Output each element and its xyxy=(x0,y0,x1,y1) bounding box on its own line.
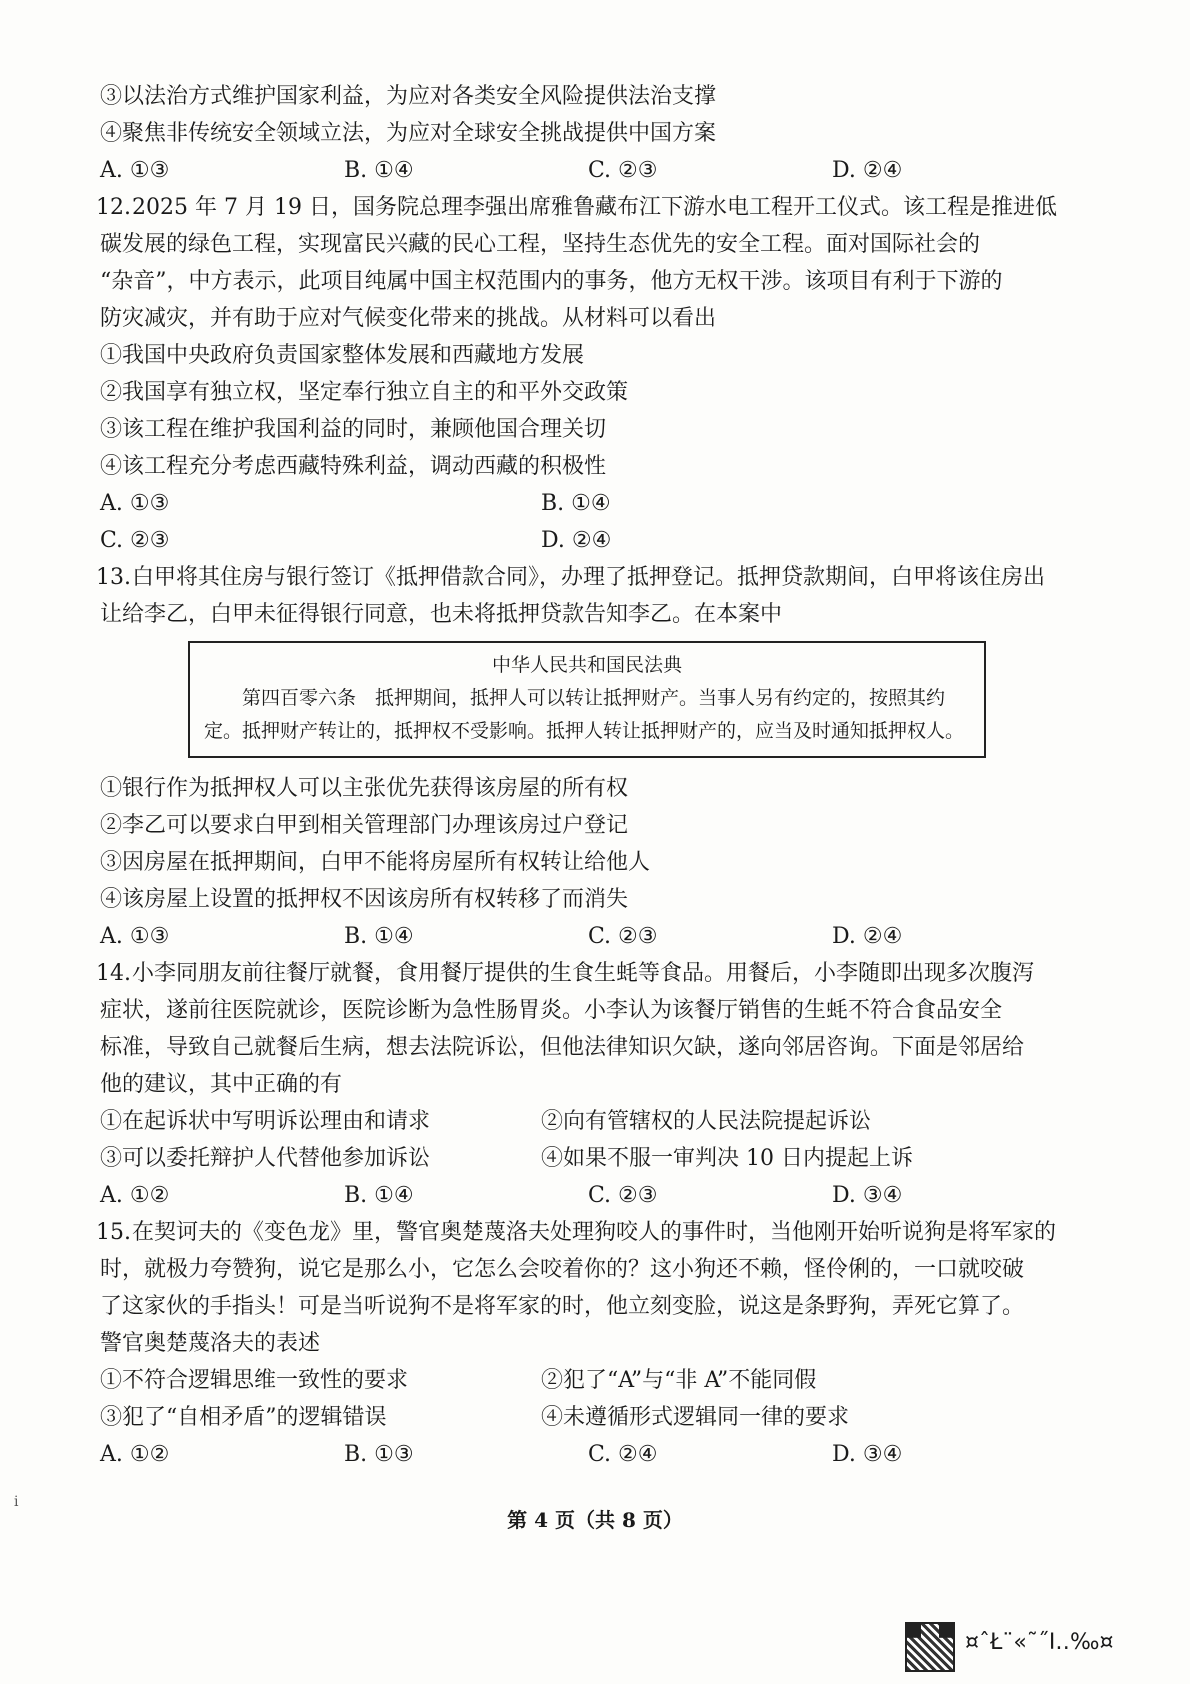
q12-option-a[interactable]: A. ①③ xyxy=(100,491,170,516)
q14-options xyxy=(96,1177,1086,1214)
q12-option-b[interactable]: B. ①④ xyxy=(541,491,611,516)
question-13 xyxy=(96,559,1086,955)
q12-item-1: ①我国中央政府负责国家整体发展和西藏地方发展 xyxy=(100,343,585,368)
q15-stem-line-1: 在契诃夫的《变色龙》里，警官奥楚蔑洛夫处理狗咬人的事件时，当他刚开始听说狗是将军家的 xyxy=(132,1220,1057,1245)
q14-option-d[interactable]: D. ③④ xyxy=(832,1183,903,1208)
q13-stem-line-1: 白甲将其住房与银行签订《抵押借款合同》，办理了抵押登记。抵押贷款期间，白甲将该住房出 xyxy=(132,565,1046,590)
q13-stem-line-2: 让给李乙，白甲未征得银行同意，也未将抵押贷款告知李乙。在本案中 xyxy=(100,602,783,627)
q15-option-c[interactable]: C. ②④ xyxy=(588,1442,658,1467)
q15-stem-line-3: 了这家伙的手指头！可是当听说狗不是将军家的时，他立刻变脸，说这是条野狗，弄死它算了。 xyxy=(100,1294,1025,1319)
q12-item-4: ④该工程充分考虑西藏特殊利益，调动西藏的积极性 xyxy=(100,454,607,479)
q13-option-d[interactable]: D. ②④ xyxy=(832,924,903,949)
q12-options-row-1 xyxy=(96,485,1086,522)
q12-item-3: ③该工程在维护我国利益的同时，兼顾他国合理关切 xyxy=(100,417,607,442)
q13-option-b[interactable]: B. ①④ xyxy=(344,924,414,949)
q14-stem-line-4: 他的建议，其中正确的有 xyxy=(100,1072,343,1097)
q13-item-2: ②李乙可以要求白甲到相关管理部门办理该房过户登记 xyxy=(100,813,629,838)
watermark-text: ¤ˆŁ¨«˜˝Ι‥‰¤ xyxy=(965,1630,1114,1655)
q11-tail xyxy=(96,78,1086,189)
q11-options xyxy=(96,152,1086,189)
q14-option-c[interactable]: C. ②③ xyxy=(588,1183,658,1208)
q11-option-b[interactable]: B. ①④ xyxy=(344,158,414,183)
q14-items-row-2 xyxy=(96,1140,1086,1177)
q15-stem-line-2: 时，就极力夸赞狗，说它是那么小，它怎么会咬着你的？这小狗还不赖，怪伶俐的，一口就咬破 xyxy=(100,1257,1025,1282)
q14-option-b[interactable]: B. ①④ xyxy=(344,1183,414,1208)
q12-options-row-2 xyxy=(96,522,1086,559)
q15-stem-line-4: 警官奥楚蔑洛夫的表述 xyxy=(100,1331,321,1356)
q13-options xyxy=(96,918,1086,955)
q15-option-a[interactable]: A. ①② xyxy=(100,1442,170,1467)
q15-items-row-1 xyxy=(96,1362,1086,1399)
q13-item-3: ③因房屋在抵押期间，白甲不能将房屋所有权转让给他人 xyxy=(100,850,651,875)
exam-page xyxy=(96,78,1086,1473)
q14-number: 14. xyxy=(96,961,131,986)
q11-item-3: ③以法治方式维护国家利益，为应对各类安全风险提供法治支撑 xyxy=(100,84,717,109)
q13-item-1: ①银行作为抵押权人可以主张优先获得该房屋的所有权 xyxy=(100,776,629,801)
q13-item-4: ④该房屋上设置的抵押权不因该房所有权转移了而消失 xyxy=(100,887,629,912)
q12-item-2: ②我国享有独立权，坚定奉行独立自主的和平外交政策 xyxy=(100,380,629,405)
q11-option-c[interactable]: C. ②③ xyxy=(588,158,658,183)
q12-option-d[interactable]: D. ②④ xyxy=(541,528,612,553)
q12-number: 12. xyxy=(96,195,131,220)
civil-code-box xyxy=(188,641,986,758)
q13-number: 13. xyxy=(96,565,131,590)
q14-item-4: ④如果不服一审判决 10 日内提起上诉 xyxy=(541,1146,913,1171)
question-12 xyxy=(96,189,1086,559)
q12-stem-line-2: 碳发展的绿色工程，实现富民兴藏的民心工程，坚持生态优先的安全工程。面对国际社会的 xyxy=(100,232,981,257)
q14-option-a[interactable]: A. ①② xyxy=(100,1183,170,1208)
civil-code-title: 中华人民共和国民法典 xyxy=(491,654,682,676)
q12-stem-line-4: 防灾减灾，并有助于应对气候变化带来的挑战。从材料可以看出 xyxy=(100,306,717,331)
q14-item-3: ③可以委托辩护人代替他参加诉讼 xyxy=(100,1146,431,1171)
q15-item-4: ④未遵循形式逻辑同一律的要求 xyxy=(541,1405,850,1430)
q15-item-3: ③犯了“自相矛盾”的逻辑错误 xyxy=(100,1405,387,1430)
q11-option-a[interactable]: A. ①③ xyxy=(100,158,170,183)
q14-item-1: ①在起诉状中写明诉讼理由和请求 xyxy=(100,1109,431,1134)
q14-stem-line-1: 小李同朋友前往餐厅就餐，食用餐厅提供的生食生蚝等食品。用餐后，小李随即出现多次腹泻 xyxy=(132,961,1035,986)
binding-margin-mark: ⅰ xyxy=(14,1494,19,1510)
q12-stem-line-1: 2025 年 7 月 19 日，国务院总理李强出席雅鲁藏布江下游水电工程开工仪式。该工程是推进低 xyxy=(132,195,1057,220)
q13-option-c[interactable]: C. ②③ xyxy=(588,924,658,949)
q15-option-d[interactable]: D. ③④ xyxy=(832,1442,903,1467)
q15-option-b[interactable]: B. ①③ xyxy=(344,1442,414,1467)
q11-item-4: ④聚焦非传统安全领域立法，为应对全球安全挑战提供中国方案 xyxy=(100,121,717,146)
q12-option-c[interactable]: C. ②③ xyxy=(100,528,170,553)
q11-option-d[interactable]: D. ②④ xyxy=(832,158,903,183)
question-15 xyxy=(96,1214,1086,1473)
q15-item-1: ①不符合逻辑思维一致性的要求 xyxy=(100,1368,409,1393)
q14-items-row-1 xyxy=(96,1103,1086,1140)
question-14 xyxy=(96,955,1086,1214)
q14-item-2: ②向有管辖权的人民法院提起诉讼 xyxy=(541,1109,872,1134)
q13-option-a[interactable]: A. ①③ xyxy=(100,924,170,949)
q15-items-row-2 xyxy=(96,1399,1086,1436)
q14-stem-line-3: 标准，导致自己就餐后生病，想去法院诉讼，但他法律知识欠缺，遂向邻居咨询。下面是邻居给 xyxy=(100,1035,1025,1060)
q14-stem-line-2: 症状，遂前往医院就诊，医院诊断为急性肠胃炎。小李认为该餐厅销售的生蚝不符合食品安全 xyxy=(100,998,1003,1023)
civil-code-article: 第四百零六条 抵押期间，抵押人可以转让抵押财产。当事人另有约定的，按照其约定。抵押财产转让的，抵押权不受影响。抵押人转让抵押财产的，应当及时通知抵押权人。 xyxy=(204,687,965,742)
qr-code-icon xyxy=(905,1622,955,1672)
q15-number: 15. xyxy=(96,1220,131,1245)
q15-options xyxy=(96,1436,1086,1473)
q15-item-2: ②犯了“A”与“非 A”不能同假 xyxy=(541,1368,817,1393)
q12-stem-line-3: “杂音”，中方表示，此项目纯属中国主权范围内的事务，他方无权干涉。该项目有利于下游的 xyxy=(100,269,1003,294)
page-number: 第 4 页（共 8 页） xyxy=(507,1508,683,1532)
